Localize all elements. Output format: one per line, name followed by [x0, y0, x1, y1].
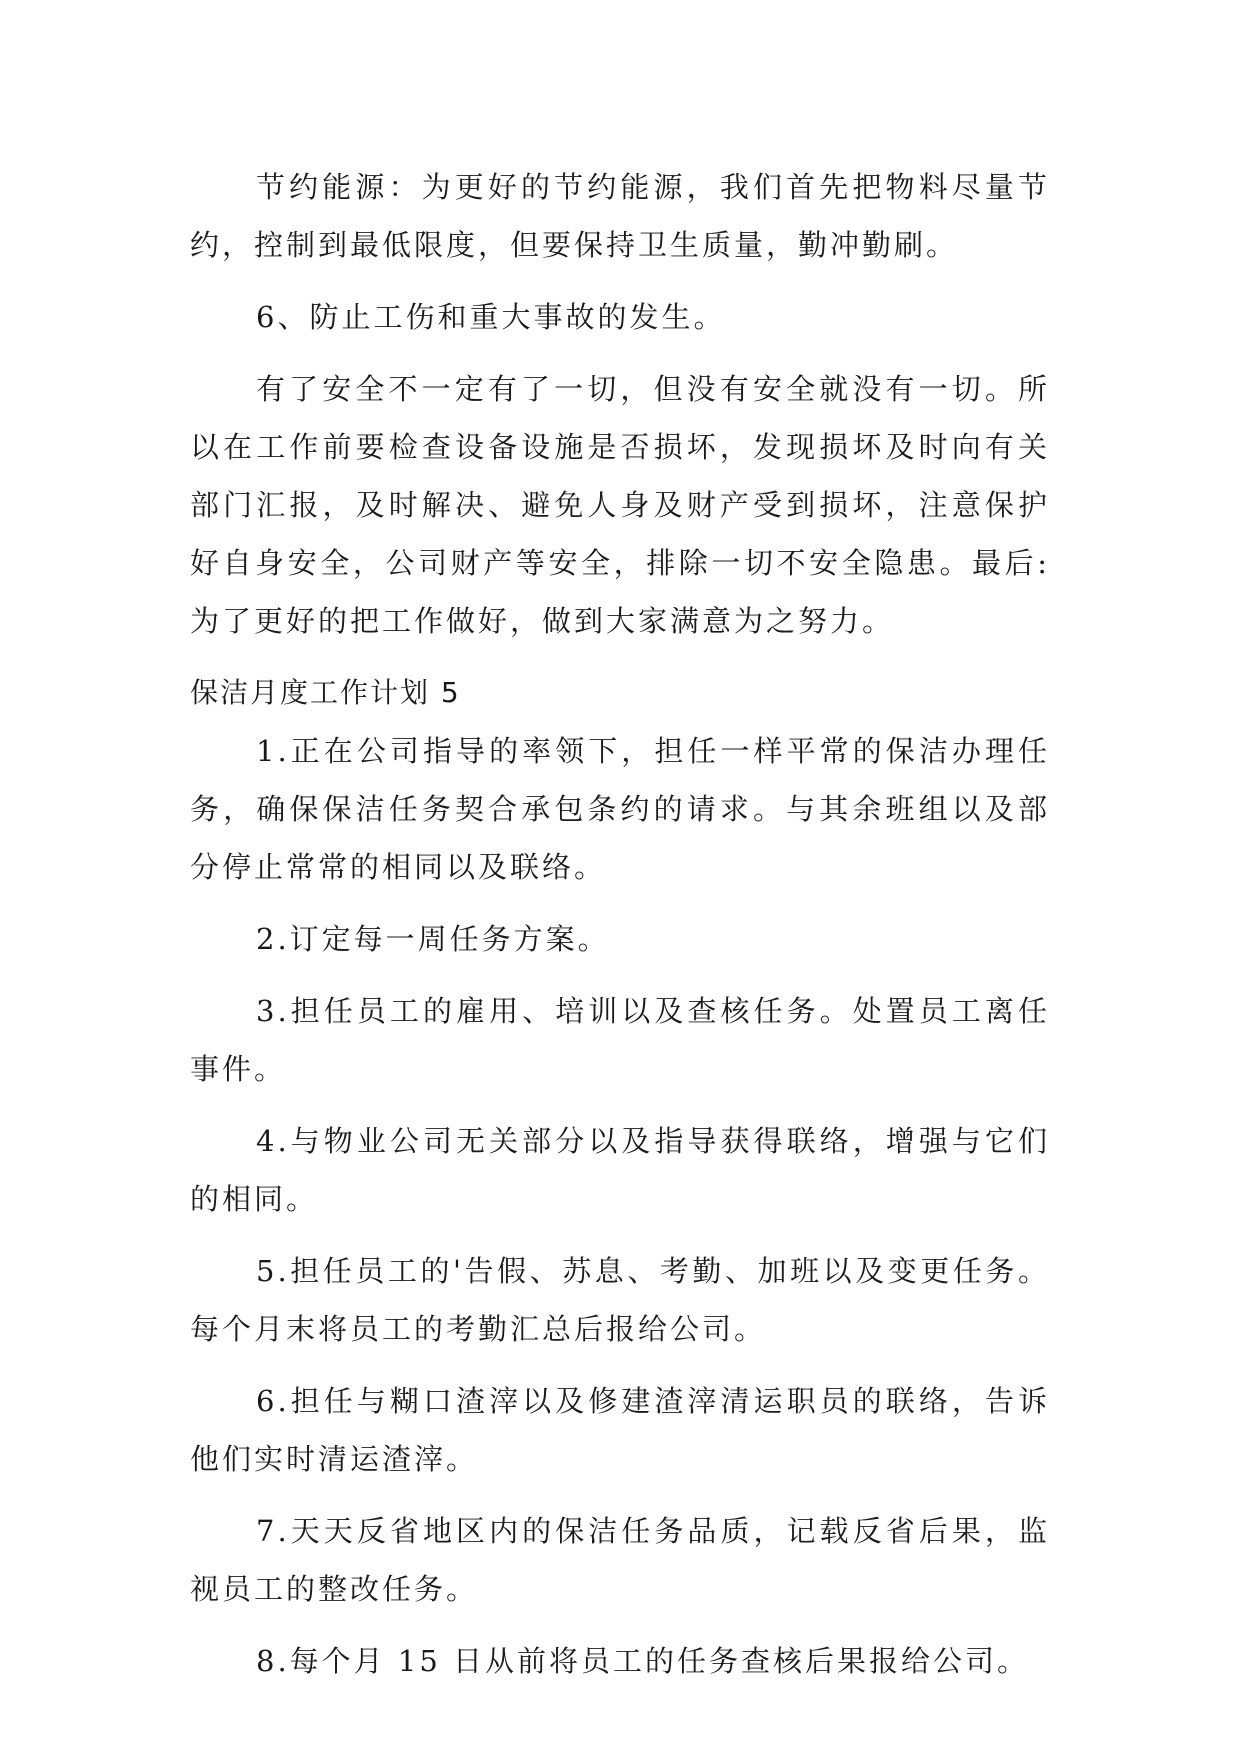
paragraph-energy-saving: 节约能源：为更好的节约能源，我们首先把物料尽量节约，控制到最低限度，但要保持卫生质量，勤冲勤刷。	[190, 170, 1050, 262]
paragraph-item-8: 8.每个月 15 日从前将员工的任务查核后果报给公司。	[256, 1644, 1030, 1678]
section-title: 保洁月度工作计划 5	[190, 676, 461, 709]
paragraph-item-2: 2.订定每一周任务方案。	[256, 922, 610, 956]
paragraph-item-3: 3.担任员工的雇用、培训以及查核任务。处置员工离任事件。	[190, 994, 1050, 1086]
paragraph-item-5: 5.担任员工的'告假、苏息、考勤、加班以及变更任务。每个月末将员工的考勤汇总后报给公司。	[190, 1254, 1050, 1346]
paragraph-item-1: 1.正在公司指导的率领下，担任一样平常的保洁办理任务，确保保洁任务契合承包条约的请求。与其余班组以及部分停止常常的相同以及联络。	[190, 734, 1050, 884]
document-body	[190, 158, 1050, 1704]
paragraph-item-4: 4.与物业公司无关部分以及指导获得联络，增强与它们的相同。	[190, 1124, 1050, 1216]
paragraph-item-7: 7.天天反省地区内的保洁任务品质，记载反省后果，监视员工的整改任务。	[190, 1514, 1050, 1606]
paragraph-prevent-injury: 6、防止工伤和重大事故的发生。	[256, 300, 726, 334]
paragraph-safety: 有了安全不一定有了一切，但没有安全就没有一切。所以在工作前要检查设备设施是否损坏，发现损坏及时向有关部门汇报，及时解决、避免人身及财产受到损坏，注意保护好自身安全，公司财产等安全，排除一切不安全隐患。最后:为了更好的把工作做好，做到大家满意为之努力。	[190, 372, 1050, 638]
paragraph-item-6: 6.担任与糊口渣滓以及修建渣滓清运职员的联络，告诉他们实时清运渣滓。	[190, 1384, 1050, 1476]
